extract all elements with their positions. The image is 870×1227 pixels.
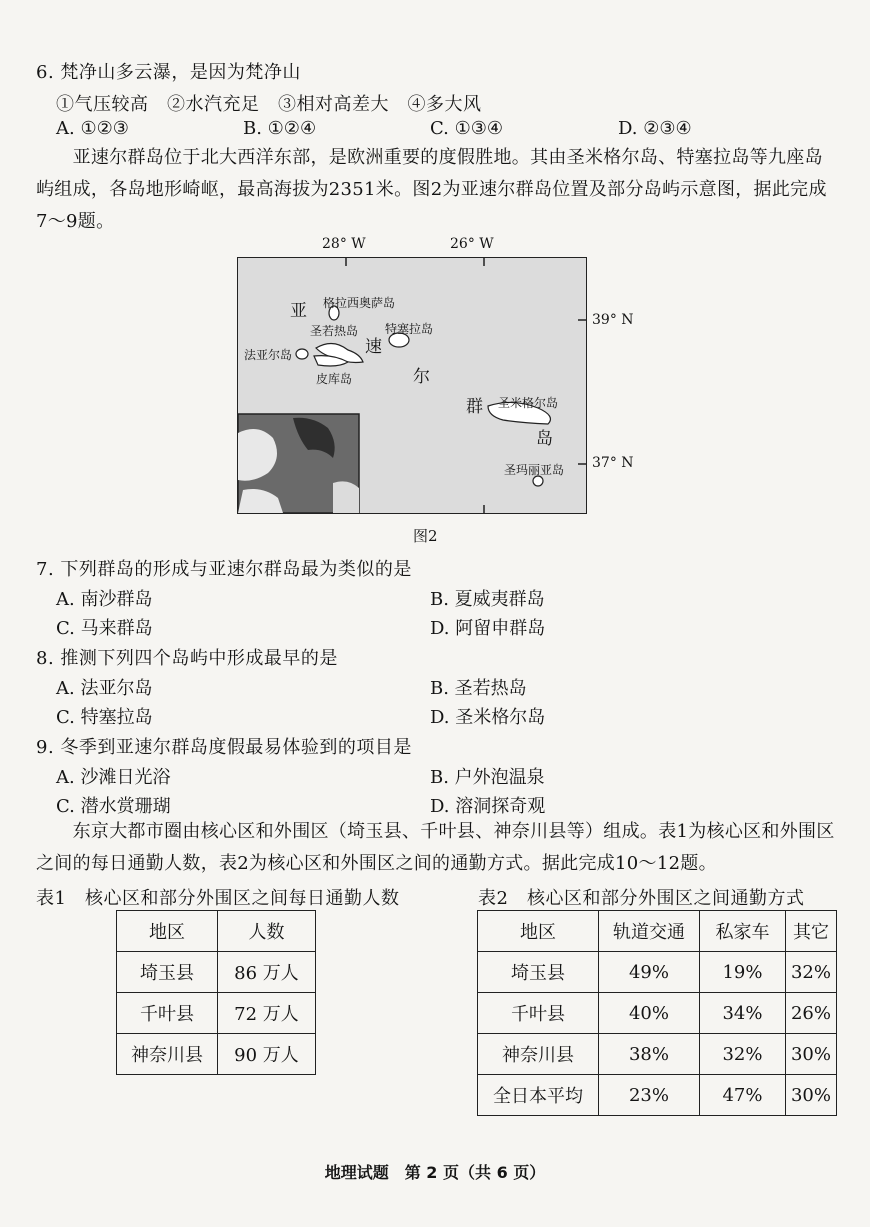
table-row [478, 1034, 837, 1075]
table2-cell: 32% [786, 952, 837, 993]
q7-option-c: C. 马来群岛 [56, 618, 153, 639]
map-char-qun: 群 [466, 397, 483, 417]
table-row [478, 952, 837, 993]
label-sao-jorge: 圣若热岛 [310, 324, 359, 338]
map-char-su: 速 [365, 337, 382, 357]
table2-cell: 30% [786, 1034, 837, 1075]
map-char-ya: 亚 [290, 301, 307, 321]
table2-header-row [478, 911, 837, 952]
table2-cell: 30% [786, 1075, 837, 1116]
q8-option-b: B. 圣若热岛 [430, 678, 527, 699]
q6-option-b: B. ①②④ [243, 118, 317, 139]
table1-title: 表1 核心区和部分外围区之间每日通勤人数 [36, 888, 400, 909]
label-graciosa: 格拉西奥萨岛 [323, 296, 396, 310]
q8-option-a: A. 法亚尔岛 [56, 678, 153, 699]
figure-caption: 图2 [413, 527, 438, 545]
label-faial: 法亚尔岛 [244, 348, 293, 362]
intro-azores: 亚速尔群岛位于北大西洋东部，是欧洲重要的度假胜地。其由圣米格尔岛、特塞拉岛等九座岛屿组成，各岛地形崎岖，最高海拔为2351米。图2为亚速尔群岛位置及部分岛屿示意图，据此完成7～9题。 [36, 147, 827, 232]
azores-map [237, 257, 587, 514]
table2-cell: 49% [599, 952, 700, 993]
table1-cell: 90 万人 [218, 1034, 316, 1075]
q7-option-a: A. 南沙群岛 [56, 589, 153, 610]
table2-cell: 38% [599, 1034, 700, 1075]
label-terceira: 特塞拉岛 [385, 322, 434, 336]
table1-cell: 神奈川县 [117, 1034, 218, 1075]
table-row [117, 993, 316, 1034]
q9-option-b: B. 户外泡温泉 [430, 767, 545, 788]
table2-cell: 40% [599, 993, 700, 1034]
page-footer: 地理试题 第 2 页（共 6 页） [324, 1163, 546, 1182]
q6-option-a: A. ①②③ [56, 118, 129, 139]
intro-tokyo: 东京大都市圈由核心区和外围区（埼玉县、千叶县、神奈川县等）组成。表1为核心区和外围区之间的每日通勤人数，表2为核心区和外围区之间的通勤方式。据此完成10～12题。 [36, 821, 835, 874]
q9-option-d: D. 溶洞探奇观 [430, 796, 546, 817]
label-pico: 皮库岛 [316, 372, 353, 386]
table2-cell: 全日本平均 [478, 1075, 599, 1116]
q8-option-c: C. 特塞拉岛 [56, 707, 153, 728]
label-santa-maria: 圣玛丽亚岛 [504, 463, 565, 477]
q6-stem: 6. 梵净山多云瀑，是因为梵净山 [36, 62, 301, 83]
table2-cell: 千叶县 [478, 993, 599, 1034]
table2-cell: 19% [700, 952, 786, 993]
lon-label-right: 26° W [450, 236, 494, 252]
table2-cell: 23% [599, 1075, 700, 1116]
lat-label-top: 39° N [592, 312, 634, 328]
q9-option-c: C. 潜水赏珊瑚 [56, 796, 171, 817]
label-sao-miguel: 圣米格尔岛 [498, 396, 559, 410]
lat-label-bottom: 37° N [592, 455, 634, 471]
q9-stem: 9. 冬季到亚速尔群岛度假最易体验到的项目是 [36, 737, 412, 758]
table2-cell: 34% [700, 993, 786, 1034]
table2 [477, 910, 837, 1116]
table1-cell: 86 万人 [218, 952, 316, 993]
table1-header-cell: 地区 [117, 911, 218, 952]
lon-label-left: 28° W [322, 236, 366, 252]
table1 [116, 910, 316, 1075]
inset-land-4 [333, 481, 359, 513]
q8-stem: 8. 推测下列四个岛屿中形成最早的是 [36, 648, 338, 669]
table2-title: 表2 核心区和部分外围区之间通勤方式 [478, 888, 805, 909]
table1-header-row [117, 911, 316, 952]
table2-cell: 32% [700, 1034, 786, 1075]
table2-header-cell: 其它 [786, 911, 837, 952]
table1-header-cell: 人数 [218, 911, 316, 952]
q7-stem: 7. 下列群岛的形成与亚速尔群岛最为类似的是 [36, 559, 412, 580]
map-char-er: 尔 [413, 367, 430, 387]
q6-items: ①气压较高 ②水汽充足 ③相对高差大 ④多大风 [56, 94, 482, 115]
map-char-dao: 岛 [536, 429, 553, 449]
q8-option-d: D. 圣米格尔岛 [430, 707, 546, 728]
table-row [117, 1034, 316, 1075]
island-faial [296, 349, 308, 359]
q6-option-d: D. ②③④ [618, 118, 692, 139]
table-row [478, 993, 837, 1034]
table1-cell: 72 万人 [218, 993, 316, 1034]
table2-header-cell: 轨道交通 [599, 911, 700, 952]
table2-cell: 神奈川县 [478, 1034, 599, 1075]
table2-header-cell: 地区 [478, 911, 599, 952]
table2-cell: 埼玉县 [478, 952, 599, 993]
table2-header-cell: 私家车 [700, 911, 786, 952]
table2-cell: 47% [700, 1075, 786, 1116]
q7-option-b: B. 夏威夷群岛 [430, 589, 545, 610]
q9-option-a: A. 沙滩日光浴 [56, 767, 171, 788]
table2-cell: 26% [786, 993, 837, 1034]
q7-option-d: D. 阿留申群岛 [430, 618, 546, 639]
table-row [117, 952, 316, 993]
table1-cell: 埼玉县 [117, 952, 218, 993]
table-row [478, 1075, 837, 1116]
q6-option-c: C. ①③④ [430, 118, 503, 139]
table1-cell: 千叶县 [117, 993, 218, 1034]
